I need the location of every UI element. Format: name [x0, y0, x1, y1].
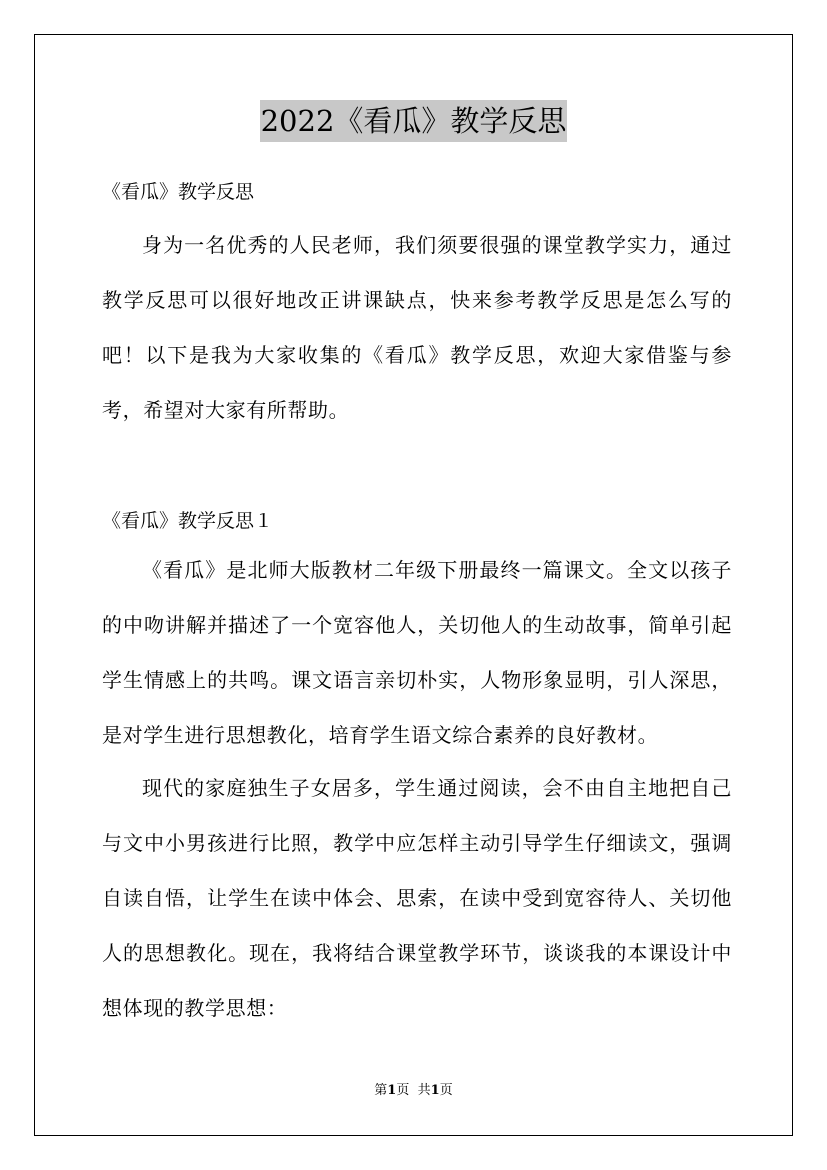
- page-number: 1: [387, 1083, 397, 1098]
- total-number: 1: [430, 1083, 440, 1098]
- intro-paragraph: 身为一名优秀的人民老师，我们须要很强的课堂教学实力，通过教学反思可以很好地改正讲课缺点，快来参考教学反思是怎么写的吧！以下是我为大家收集的《看瓜》教学反思，欢迎大家借鉴与参考，希望对大家有所帮助。: [102, 233, 732, 422]
- section-heading: 《看瓜》教学反思: [102, 181, 255, 203]
- page-prefix: 第: [374, 1083, 388, 1098]
- section1-paragraph-1: 《看瓜》是北师大版教材二年级下册最终一篇课文。全文以孩子的中吻讲解并描述了一个宽容他人，关切他人的生动故事，简单引起学生情感上的共鸣。课文语言亲切朴实，人物形象显明，引人深思，是对学生进行思想教化，培育学生语文综合素养的良好教材。: [102, 558, 732, 747]
- total-prefix: 共: [417, 1083, 431, 1098]
- document-title: 2022《看瓜》教学反思: [260, 100, 568, 142]
- page-footer: [0, 1082, 827, 1100]
- title-container: [0, 100, 827, 142]
- total-suffix: 页: [439, 1083, 453, 1098]
- section1-paragraph-2: 现代的家庭独生子女居多，学生通过阅读，会不由自主地把自己与文中小男孩进行比照，教学中应怎样主动引导学生仔细读文，强调自读自悟，让学生在读中体会、思索，在读中受到宽容待人、关切他人的思想教化。现在，我将结合课堂教学环节，谈谈我的本课设计中想体现的教学思想：: [102, 776, 732, 1020]
- section1-heading: 《看瓜》教学反思１: [102, 510, 274, 532]
- page-suffix: 页: [396, 1083, 410, 1098]
